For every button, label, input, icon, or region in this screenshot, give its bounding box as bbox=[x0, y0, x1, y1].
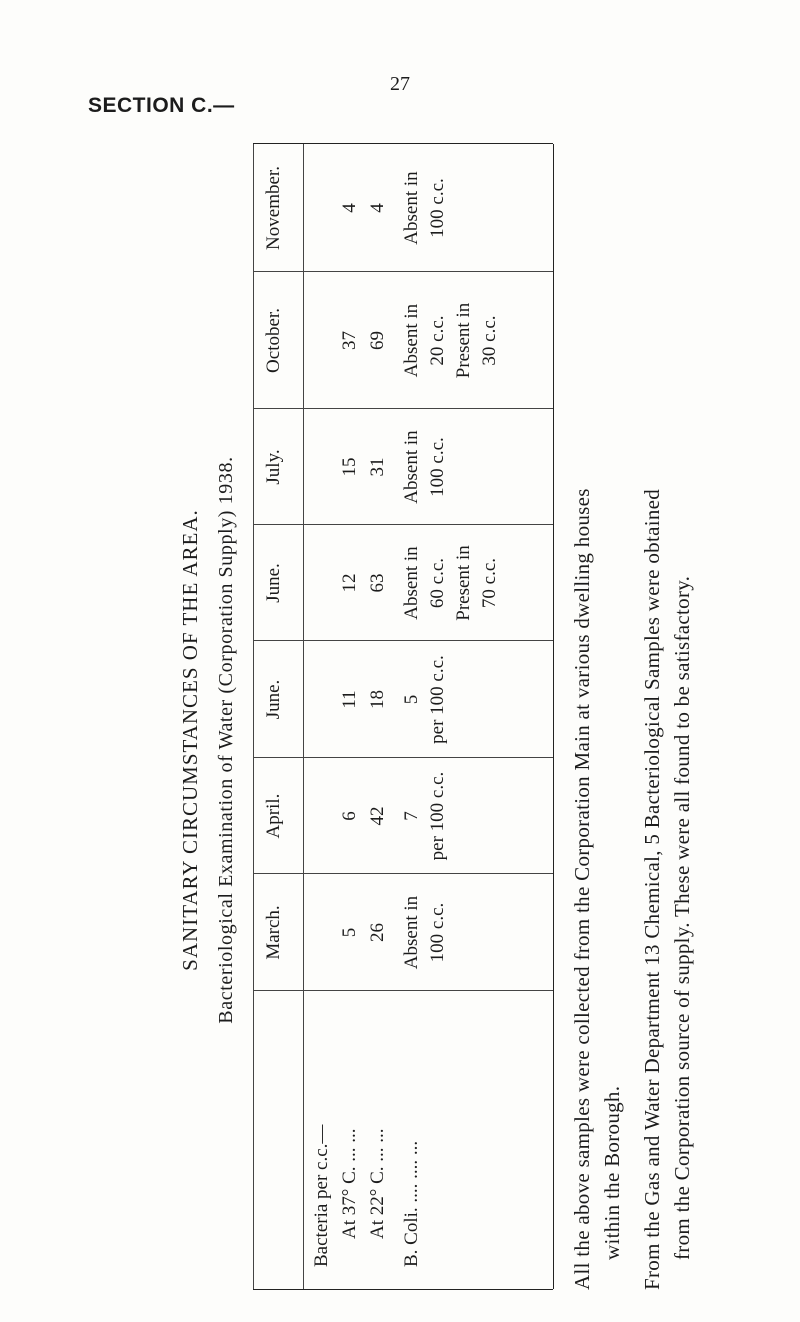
july-at-22: 31 bbox=[367, 457, 388, 477]
october-coli-line-2: 20 c.c. bbox=[427, 315, 448, 366]
june-first-coli-line-2: per 100 c.c. bbox=[427, 655, 448, 744]
rotated-content bbox=[170, 100, 730, 1290]
main-title: SANITARY CIRCUMSTANCES OF THE AREA. bbox=[178, 509, 202, 971]
table-subtitle: Bacteriological Examination of Water (Corporation Supply) 1938. bbox=[215, 456, 237, 1024]
june-second-coli-line-3: Present in bbox=[453, 545, 474, 621]
october-coli-line-1: Absent in bbox=[401, 303, 422, 378]
header-march: March. bbox=[263, 905, 284, 960]
october-at-22: 69 bbox=[367, 331, 388, 350]
july-coli-line-1: Absent in bbox=[401, 430, 422, 504]
march-at-22: 26 bbox=[367, 923, 388, 942]
paragraph-samples-line-2: within the Borough. bbox=[600, 1085, 624, 1260]
october-coli-line-4: 30 c.c. bbox=[479, 315, 500, 366]
november-at-37: 4 bbox=[339, 203, 360, 213]
paragraph-gas-water-line-2: from the Corporation source of supply. These were all found to be satisfactory. bbox=[670, 575, 694, 1260]
april-at-22: 42 bbox=[367, 806, 388, 826]
water-examination-table bbox=[253, 143, 553, 1290]
june-first-at-37: 11 bbox=[339, 690, 360, 709]
header-june-first: June. bbox=[263, 679, 284, 720]
april-coli-line-2: per 100 c.c. bbox=[427, 771, 448, 861]
paragraph-gas-water-line-1: From the Gas and Water Department 13 Chemical, 5 Bacteriological Samples were obtained bbox=[640, 488, 664, 1290]
july-coli-line-2: 100 c.c. bbox=[427, 437, 448, 497]
section-heading: SECTION C.— bbox=[88, 94, 235, 117]
page-number: 27 bbox=[390, 73, 410, 95]
november-at-22: 4 bbox=[367, 203, 388, 213]
june-second-at-22: 63 bbox=[367, 573, 388, 593]
october-coli-line-3: Present in bbox=[453, 302, 474, 379]
header-november: November. bbox=[263, 166, 284, 250]
march-coli-line-1: Absent in bbox=[401, 895, 422, 970]
june-second-coli-line-2: 60 c.c. bbox=[427, 557, 448, 609]
november-coli-line-1: Absent in bbox=[401, 171, 422, 245]
november-coli-line-2: 100 c.c. bbox=[427, 178, 448, 238]
march-at-37: 5 bbox=[339, 927, 360, 938]
table-top-rule bbox=[253, 144, 254, 1289]
table-bottom-rule bbox=[553, 144, 554, 1289]
june-second-coli-line-4: 70 c.c. bbox=[479, 557, 500, 609]
june-second-at-37: 12 bbox=[339, 573, 360, 593]
header-rule bbox=[303, 144, 304, 1289]
june-second-coli-line-1: Absent in bbox=[401, 546, 422, 620]
july-at-37: 15 bbox=[339, 457, 360, 477]
paragraph-samples-line-1: All the above samples were collected from the Corporation Main at various dwelling houses bbox=[570, 488, 594, 1290]
stub-row-b-coli: B. Coli. .... .... ... bbox=[401, 1140, 422, 1267]
header-october: October. bbox=[263, 308, 284, 373]
header-june-second: June. bbox=[263, 563, 284, 603]
april-coli-line-1: 7 bbox=[401, 811, 422, 821]
october-at-37: 37 bbox=[339, 331, 360, 350]
june-first-at-22: 18 bbox=[367, 690, 388, 709]
stub-row-22c: At 22° C. ... ... bbox=[367, 1128, 388, 1239]
april-at-37: 6 bbox=[339, 811, 360, 821]
stub-row-37c: At 37° C. ... ... bbox=[339, 1128, 360, 1239]
june-first-coli-line-1: 5 bbox=[401, 694, 422, 705]
stub-bacteria-heading: Bacteria per c.c.— bbox=[311, 1124, 332, 1267]
header-april: April. bbox=[263, 793, 284, 839]
march-coli-line-2: 100 c.c. bbox=[427, 902, 448, 963]
header-july: July. bbox=[263, 449, 284, 485]
